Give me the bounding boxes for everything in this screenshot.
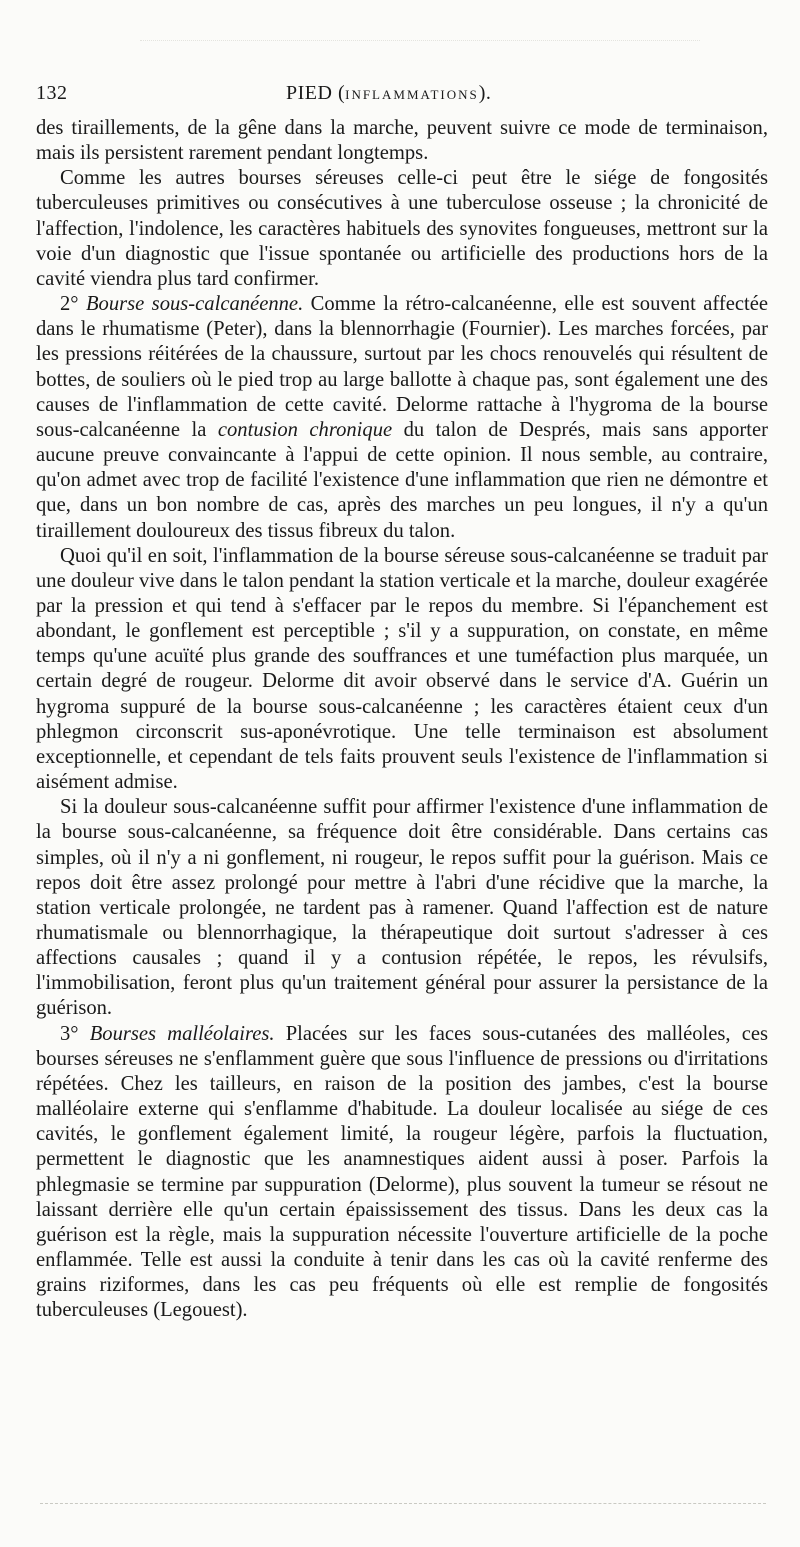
- paragraph-text: 3°: [60, 1022, 90, 1045]
- paragraph: [36, 292, 768, 544]
- running-head-end: ).: [478, 82, 492, 104]
- paragraph-text: Quoi qu'il en soit, l'inflammation de la bourse séreuse sous-calcanéenne se traduit par une douleur vive dans le talon pendant la station verticale et la marche, douleur exagérée par la pression et qui tend à s'effacer par le repos du membre. Si l'épanchement est abondant, le gonflement est perceptible ; s'il y a suppuration, on constate, en même temps qu'une acuïté plus grande des souffrances et une tuméfaction plus marquée, un certain degré de rougeur. Delorme dit avoir observé dans le service d'A. Guérin un hygroma suppuré de la bourse sous-calcanéenne ; les caractères étaient ceux d'un phlegmon circonscrit sus-aponévrotique. Une telle terminaison est absolument exceptionnelle, et cependant de tels faits prouvent seuls l'existence de l'inflammation si aisément admise.: [36, 544, 768, 794]
- italic-text: Bourse sous-calcanéenne.: [85, 293, 304, 316]
- running-head: [286, 82, 491, 105]
- italic-text: contusion chronique: [217, 418, 393, 441]
- paragraph-text: du talon de Després, mais sans apporter aucune preuve convaincante à l'appui de cette opinion. Il nous semble, au contraire, qu'on admet avec trop de facilité l'existence d'une inflammation que rien ne démontre et que, dans un bon nombre de cas, après des marches un peu longues, il n'y a qu'un tiraillement douloureux des tissus fibreux du talon.: [36, 418, 768, 542]
- body-text: [36, 116, 768, 1324]
- paragraph-text: des tiraillements, de la gêne dans la marche, peuvent suivre ce mode de terminaison, mais ils persistent rarement pendant longtemps.: [36, 117, 768, 165]
- paragraph-text: Si la douleur sous-calcanéenne suffit pour affirmer l'existence d'une inflammation de la bourse sous-calcanéenne, sa fréquence doit être considérable. Dans certains cas simples, où il n'y a ni gonflement, ni rougeur, le repos suffit pour la guérison. Mais ce repos doit être assez prolongé pour mettre à l'abri d'une récidive que la marche, la station verticale prolongée, ne tardent pas à ramener. Quand l'affection est de nature rhumatismale ou blennorrhagique, la thérapeutique doit surtout s'adresser à ces affections causales ; quand il y a contusion répétée, le repos, les révulsifs, l'immobilisation, feront plus qu'un traitement général pour assurer la persistance de la guérison.: [36, 796, 768, 1020]
- paragraph-text: Comme les autres bourses séreuses celle-ci peut être le siége de fongosités tuberculeuses primitives ou consécutives à une tuberculose osseuse ; la chronicité de l'affection, l'indolence, les caractères habituels des synovites fongueuses, mettront sur la voie d'un diagnostic que l'issue spontanée ou artificielle des productions hors de la cavité viendra plus tard confirmer.: [36, 167, 768, 290]
- page-header: [36, 82, 768, 112]
- footer-rule: [40, 1503, 766, 1504]
- paragraph-text: 2°: [60, 293, 86, 316]
- paragraph: [36, 166, 768, 292]
- paragraph-text: Placées sur les faces sous-cutanées des malléoles, ces bourses séreuses ne s'enflamment guère que sous l'influence de pressions ou d'irritations répétées. Chez les tailleurs, en raison de la position des jambes, c'est la bourse malléolaire externe qui s'enflamme d'habitude. La douleur localisée au siége de ces cavités, le gonflement également limité, la rougeur légère, parfois la fluctuation, permettent le diagnostic que les anamnestiques aident aussi à poser. Parfois la phlegmasie se termine par suppuration (Delorme), plus souvent la tumeur se résout ne laissant derrière elle qu'un certain épaississement des tissus. Dans les deux cas la guérison est la règle, mais la suppuration nécessite l'ouverture artificielle de la poche enflammée. Telle est aussi la conduite à tenir dans les cas où la cavité renferme des grains riziformes, dans les cas peu fréquents où elle est remplie de fongosités tuberculeuses (Legouest).: [36, 1022, 768, 1322]
- paragraph: [36, 116, 768, 166]
- paragraph: [36, 1022, 768, 1324]
- paragraph-text: Comme la rétro-calcanéenne, elle est souvent affectée dans le rhumatisme (Peter), dans la blennorrhagie (Fournier). Les marches forcées, par les pressions réitérées de la chaussure, surtout par les chocs renouvelés qui résultent de bottes, de souliers où le pied trop au large ballotte à chaque pas, sont également une des causes de l'inflammation de cette cavité. Delorme rattache à l'hygroma de la bourse sous-calcanéenne la: [36, 293, 768, 441]
- italic-text: Bourses malléolaires.: [89, 1022, 275, 1045]
- paragraph: [36, 544, 768, 796]
- paragraph: [36, 795, 768, 1021]
- document-page: [36, 0, 768, 1324]
- running-head-main: PIED (: [286, 82, 346, 104]
- page-number: 132: [36, 82, 68, 104]
- running-head-small-caps: INFLAMMATIONS: [345, 87, 479, 102]
